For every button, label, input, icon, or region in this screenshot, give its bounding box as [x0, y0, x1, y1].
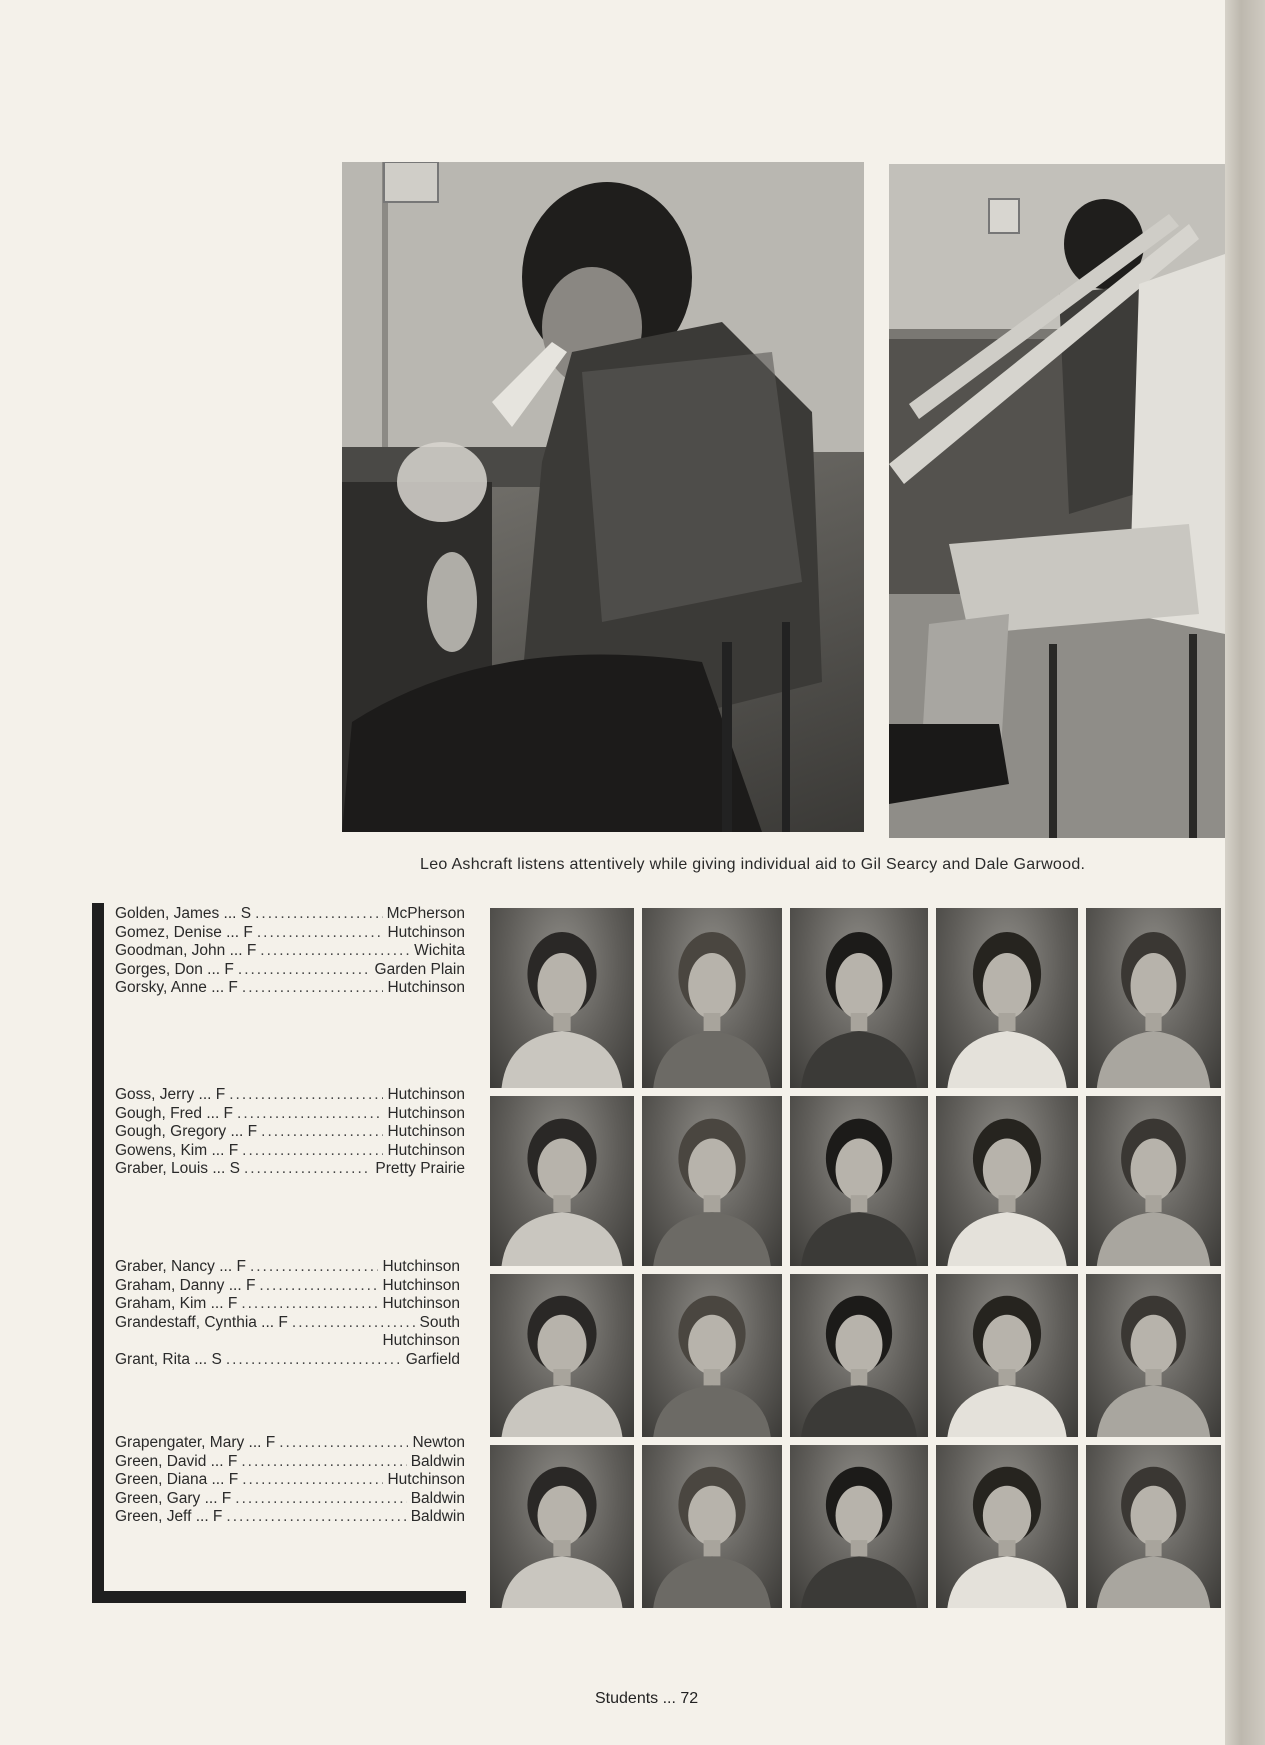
- roster-entry-continuation: [115, 1332, 460, 1351]
- student-portrait: [1086, 908, 1221, 1088]
- roster-group-3: [115, 1258, 460, 1370]
- page-gutter-shadow: [1225, 0, 1265, 1745]
- student-portrait: [790, 1274, 928, 1437]
- student-hometown: Garfield: [405, 1350, 460, 1368]
- student-hometown: Hutchinson: [382, 1258, 460, 1275]
- student-name: Graber, Nancy ... F: [115, 1258, 246, 1275]
- student-hometown: Baldwin: [410, 1452, 465, 1470]
- student-portrait: [936, 1445, 1078, 1608]
- roster-entry: [115, 1351, 460, 1370]
- roster-entry: [115, 1314, 460, 1333]
- student-portrait: [790, 1445, 928, 1608]
- photo-caption: Leo Ashcraft listens attentively while giving individual aid to Gil Searcy and Dale Garwood.: [420, 856, 1086, 873]
- roster-entry: [115, 1490, 465, 1509]
- roster-entry: [115, 1123, 465, 1142]
- student-hometown: Hutchinson: [387, 1471, 465, 1489]
- student-name: Goss, Jerry ... F: [115, 1086, 226, 1103]
- student-portrait: [936, 908, 1078, 1088]
- student-portrait: [642, 908, 782, 1088]
- roster-entry: [115, 1160, 465, 1179]
- roster-group-1: [115, 905, 465, 998]
- roster-entry: [115, 1277, 460, 1296]
- roster-bracket-horizontal: [92, 1591, 466, 1603]
- student-portrait: [790, 1096, 928, 1266]
- student-hometown: Hutchinson: [382, 1332, 460, 1350]
- student-portrait: [490, 1274, 634, 1437]
- student-hometown: Hutchinson: [387, 1141, 465, 1159]
- roster-entry: [115, 1508, 465, 1527]
- student-name: Green, Jeff ... F: [115, 1508, 223, 1526]
- student-name: Gorges, Don ... F: [115, 960, 234, 978]
- student-hometown: South: [419, 1313, 460, 1331]
- student-hometown: Wichita: [414, 942, 465, 960]
- student-hometown: Baldwin: [410, 1489, 465, 1507]
- student-hometown: Garden Plain: [374, 960, 465, 978]
- student-name: Graham, Danny ... F: [115, 1276, 256, 1294]
- student-portrait: [490, 1445, 634, 1608]
- student-name: Grant, Rita ... S: [115, 1350, 222, 1368]
- student-portrait: [1086, 1274, 1221, 1437]
- student-name: Grapengater, Mary ... F: [115, 1434, 276, 1451]
- roster-entry: [115, 1471, 465, 1490]
- student-hometown: Hutchinson: [387, 1123, 465, 1141]
- page-folio: Students ... 72: [595, 1690, 699, 1707]
- roster-entry: [115, 1434, 465, 1453]
- roster-entry: [115, 1086, 465, 1105]
- roster-entry: [115, 924, 465, 943]
- student-portrait: [936, 1274, 1078, 1437]
- student-hometown: McPherson: [386, 905, 465, 922]
- student-name: Grandestaff, Cynthia ... F: [115, 1313, 288, 1331]
- roster-entry: [115, 1295, 460, 1314]
- student-hometown: Newton: [412, 1434, 465, 1451]
- student-name: Gowens, Kim ... F: [115, 1141, 239, 1159]
- student-name: Graber, Louis ... S: [115, 1160, 240, 1178]
- roster-entry: [115, 1453, 465, 1472]
- student-hometown: Hutchinson: [387, 979, 465, 997]
- student-name: Graham, Kim ... F: [115, 1295, 238, 1313]
- student-name: Green, Diana ... F: [115, 1471, 239, 1489]
- student-portrait: [490, 908, 634, 1088]
- student-hometown: Hutchinson: [382, 1295, 460, 1313]
- student-portrait: [490, 1096, 634, 1266]
- student-portrait: [790, 908, 928, 1088]
- student-portrait: [1086, 1445, 1221, 1608]
- student-hometown: Hutchinson: [382, 1276, 460, 1294]
- saxophone-player-photo: [342, 162, 864, 832]
- student-name: Gomez, Denise ... F: [115, 923, 253, 941]
- roster-entry: [115, 979, 465, 998]
- roster-entry: [115, 905, 465, 924]
- roster-group-4: [115, 1434, 465, 1527]
- student-name: Gorsky, Anne ... F: [115, 979, 238, 997]
- student-portrait: [642, 1274, 782, 1437]
- roster-group-2: [115, 1086, 465, 1179]
- student-hometown: Hutchinson: [387, 923, 465, 941]
- student-portrait: [936, 1096, 1078, 1266]
- student-name: Gough, Fred ... F: [115, 1104, 234, 1122]
- student-hometown: Baldwin: [410, 1508, 465, 1526]
- trombone-players-photo: [889, 164, 1225, 838]
- student-name: Green, David ... F: [115, 1452, 238, 1470]
- roster-entry: [115, 1258, 460, 1277]
- roster-entry: [115, 942, 465, 961]
- student-name: Gough, Gregory ... F: [115, 1123, 258, 1141]
- roster-entry: [115, 1142, 465, 1161]
- student-hometown: Hutchinson: [387, 1086, 465, 1103]
- roster-bracket-vertical: [92, 903, 104, 1603]
- student-portrait: [642, 1445, 782, 1608]
- student-hometown: Pretty Prairie: [375, 1160, 465, 1178]
- student-name: Green, Gary ... F: [115, 1489, 232, 1507]
- roster-entry: [115, 961, 465, 980]
- student-portrait: [1086, 1096, 1221, 1266]
- student-name: Golden, James ... S: [115, 905, 252, 922]
- student-portrait: [642, 1096, 782, 1266]
- student-name: Goodman, John ... F: [115, 942, 257, 960]
- roster-entry: [115, 1105, 465, 1124]
- student-hometown: Hutchinson: [387, 1104, 465, 1122]
- portrait-grid: [490, 908, 1225, 1606]
